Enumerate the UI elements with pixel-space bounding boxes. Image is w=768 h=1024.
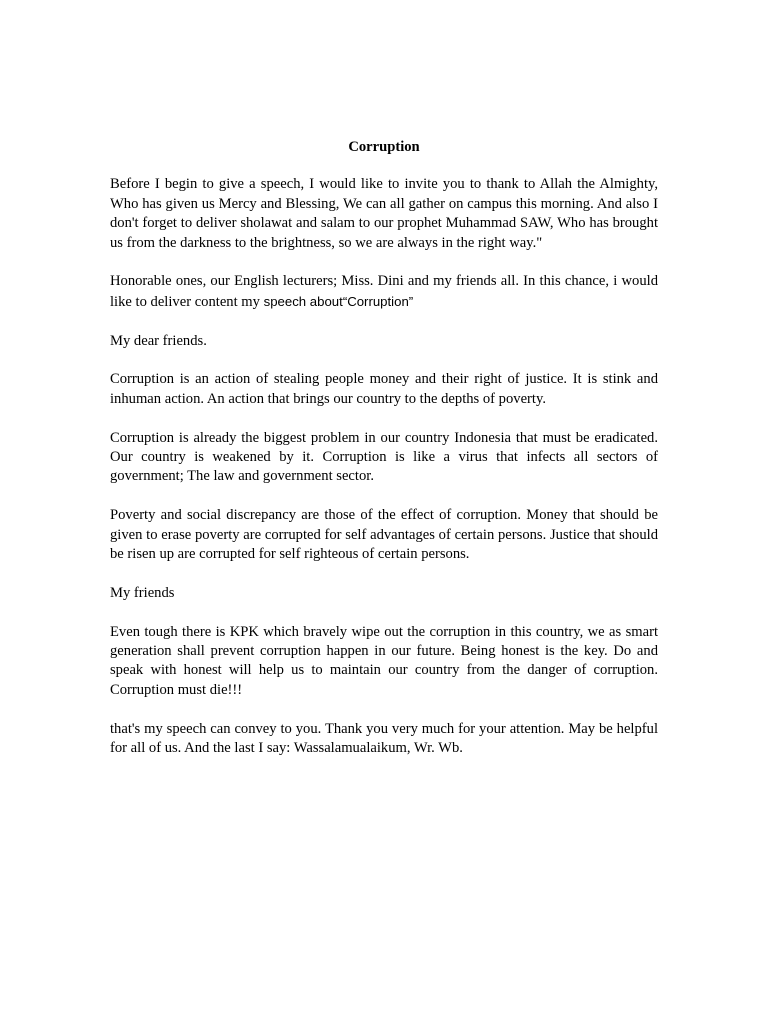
greeting-text: Honorable ones, our English lecturers; Miss. Dini and my friends all. In this chance, i would like to deliver content my: [110, 273, 658, 310]
paragraph-opening: Before I begin to give a speech, I would like to invite you to thank to Allah the Almighty, Who has given us Mercy and Blessing, We can all gather on campus this morning. And also I don't forget to deliver sholawat and salam to our prophet Muhammad SAW, Who has brought us from the darkness to the brightness, so we are always in the right way.": [110, 176, 658, 251]
paragraph-effects: Poverty and social discrepancy are those of the effect of corruption. Money that should be given to erase poverty are corrupted for self advantages of certain persons. Justice that should be risen up are corrupted for self righteous of certain persons.: [110, 507, 658, 563]
greeting-speech-about: speech about: [259, 293, 343, 309]
paragraph-my-friends: My friends: [110, 584, 175, 601]
paragraph-greeting: [110, 272, 658, 312]
paragraph-definition: Corruption is an action of stealing people money and their right of justice. It is stink and inhuman action. An action that brings our country to the depths of poverty.: [110, 371, 658, 407]
paragraph-problem: Corruption is already the biggest problem in our country Indonesia that must be eradicated. Our country is weakened by it. Corruption is like a virus that infects all sectors of government; The law and government sector.: [110, 429, 658, 485]
paragraph-dear-friends: My dear friends.: [110, 332, 207, 349]
document-title: Corruption: [348, 139, 420, 155]
document-body: [110, 138, 658, 778]
paragraph-closing: that's my speech can convey to you. Thank you very much for your attention. May be helpful for all of us. And the last I say: Wassalamualaikum, Wr. Wb.: [110, 720, 658, 757]
greeting-quoted-topic: “Corruption”: [342, 293, 414, 309]
paragraph-kpk: Even tough there is KPK which bravely wipe out the corruption in this country, we as smart generation shall prevent corruption happen in our future. Being honest is the key. Do and speak with honest will help us to maintain our country from the danger of corruption. Corruption must die!!!: [110, 623, 658, 698]
